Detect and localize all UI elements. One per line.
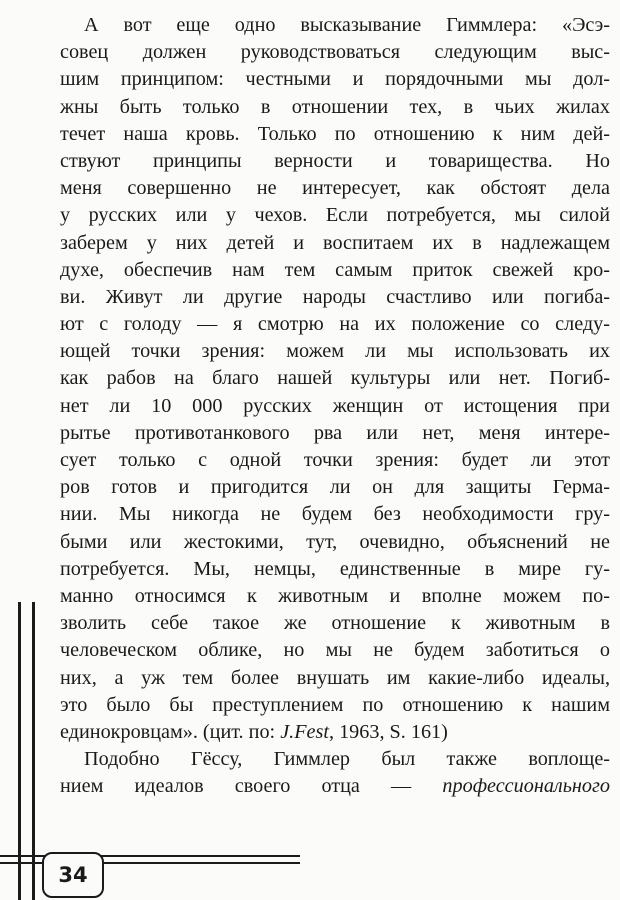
text-line: ров готов и пригодится ли он для защиты Герма- bbox=[60, 476, 610, 499]
citation-line bbox=[60, 719, 610, 746]
italic-fragment: профессионального bbox=[442, 775, 610, 798]
text-line: манно относимся к животным и вполне можем по- bbox=[60, 584, 610, 607]
text-line: зволить себе такое же отношение к животным в bbox=[60, 612, 610, 635]
text-line: них, а уж тем более внушать им какие-либо идеалы, bbox=[60, 666, 610, 689]
text-line: совец должен руководствоваться следующим выс- bbox=[60, 41, 610, 64]
citation-suffix: , 1963, S. 161) bbox=[328, 720, 448, 743]
citation-prefix: единокровцам». (цит. по: bbox=[60, 720, 281, 743]
body-text bbox=[60, 12, 610, 800]
text-line: сует только с одной точки зрения: будет ли этот bbox=[60, 449, 610, 471]
text-line: нии. Мы никогда не будем без необходимости гру- bbox=[60, 503, 610, 526]
text-line bbox=[60, 773, 610, 800]
text-line: как рабов на благо нашей культуры или нет. Погиб- bbox=[60, 367, 610, 390]
text-line: это было бы преступлением по отношению к нашим bbox=[60, 693, 610, 716]
text-line: ют с голоду — я смотрю на их положение со следу- bbox=[60, 313, 610, 336]
text-line: у русских или у чехов. Если потребуется, мы силой bbox=[60, 204, 610, 227]
text-line: ствуют принципы верности и товарищества. Но bbox=[60, 149, 610, 172]
text-line: шим принципом: честными и порядочными мы дол- bbox=[60, 68, 610, 91]
text-line: быми или жестокими, тут, очевидно, объяснений не bbox=[60, 530, 610, 553]
page-number: 34 bbox=[42, 852, 104, 898]
text-line: потребуется. Мы, немцы, единственные в мире гу- bbox=[60, 557, 610, 580]
text-line: жны быть только в отношении тех, в чьих жилах bbox=[60, 95, 610, 118]
citation-author: J.Fest bbox=[280, 720, 329, 743]
text-line: духе, обеспечив нам тем самым приток свежей кро- bbox=[60, 258, 610, 281]
text-fragment: нием идеалов своего отца — bbox=[60, 775, 443, 798]
text-line: ви. Живут ли другие народы счастливо или погиба- bbox=[60, 285, 610, 308]
text-line: А вот еще одно высказывание Гиммлера: «Эсэ- bbox=[84, 14, 610, 36]
text-line: рытье противотанкового рва или нет, меня интере- bbox=[60, 421, 610, 444]
text-line: течет наша кровь. Только по отношению к ним дей- bbox=[60, 122, 610, 145]
text-line: заберем у них детей и воспитаем их в надлежащем bbox=[60, 231, 610, 254]
text-line: Подобно Гёссу, Гиммлер был также воплоще- bbox=[84, 748, 610, 771]
text-line: человеческом облике, но мы не будем заботиться о bbox=[60, 639, 610, 662]
text-line: нет ли 10 000 русских женщин от истощения при bbox=[60, 394, 610, 417]
text-line: меня совершенно не интересует, как обстоят дела bbox=[60, 177, 610, 200]
text-line: ющей точки зрения: можем ли мы использовать их bbox=[60, 340, 610, 363]
